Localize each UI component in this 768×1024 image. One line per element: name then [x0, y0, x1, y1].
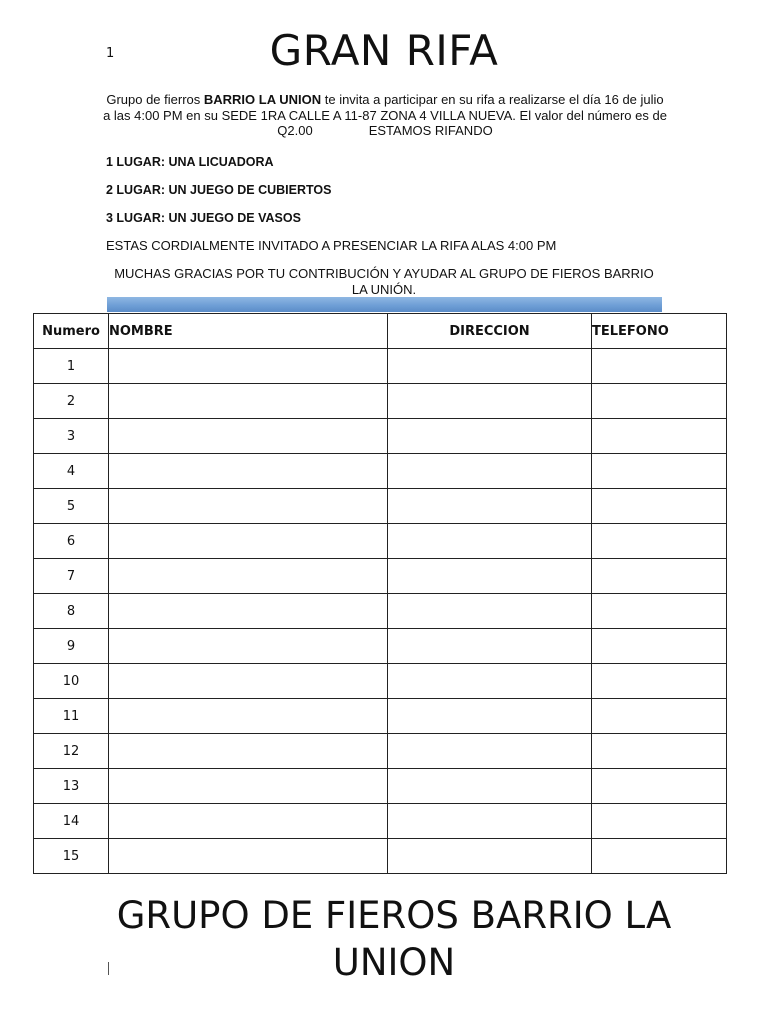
cell-nombre[interactable] — [109, 384, 388, 419]
cell-nombre[interactable] — [109, 454, 388, 489]
row-number: 14 — [34, 804, 109, 839]
intro-text-1: Grupo de fierros — [106, 92, 204, 107]
cell-nombre[interactable] — [109, 594, 388, 629]
cell-nombre[interactable] — [109, 839, 388, 874]
header-direccion: DIRECCION — [388, 314, 592, 349]
intro-group-name: BARRIO LA UNION — [203, 92, 322, 107]
cell-nombre[interactable] — [109, 524, 388, 559]
table-row — [34, 349, 727, 384]
cell-direccion[interactable] — [388, 349, 592, 384]
cell-direccion[interactable] — [388, 699, 592, 734]
cell-nombre[interactable] — [109, 489, 388, 524]
cell-telefono[interactable] — [592, 384, 727, 419]
cell-direccion[interactable] — [388, 419, 592, 454]
cell-nombre[interactable] — [109, 699, 388, 734]
invitation-text: ESTAS CORDIALMENTE INVITADO A PRESENCIAR LA RIFA ALAS 4:00 PM — [106, 238, 557, 253]
table-row — [34, 594, 727, 629]
prize-2: 2 LUGAR: UN JUEGO DE CUBIERTOS — [106, 183, 332, 197]
cell-telefono[interactable] — [592, 559, 727, 594]
table-row — [34, 559, 727, 594]
row-number: 13 — [34, 769, 109, 804]
table-row — [34, 524, 727, 559]
row-number: 15 — [34, 839, 109, 874]
table-row — [34, 839, 727, 874]
raffle-table — [33, 313, 727, 874]
footer-title: GRUPO DE FIEROS BARRIO LA UNION — [116, 894, 672, 984]
table-header-row — [34, 314, 727, 349]
row-number: 12 — [34, 734, 109, 769]
cell-telefono[interactable] — [592, 419, 727, 454]
table-row — [34, 804, 727, 839]
cell-direccion[interactable] — [388, 804, 592, 839]
cell-nombre[interactable] — [109, 559, 388, 594]
cell-direccion[interactable] — [388, 454, 592, 489]
table-row — [34, 489, 727, 524]
table-row — [34, 734, 727, 769]
cell-direccion[interactable] — [388, 839, 592, 874]
intro-paragraph — [102, 92, 668, 139]
header-nombre: NOMBRE — [109, 314, 388, 349]
row-number: 2 — [34, 384, 109, 419]
cell-nombre[interactable] — [109, 664, 388, 699]
row-number: 6 — [34, 524, 109, 559]
cell-nombre[interactable] — [109, 804, 388, 839]
cell-telefono[interactable] — [592, 349, 727, 384]
row-number: 4 — [34, 454, 109, 489]
cell-telefono[interactable] — [592, 699, 727, 734]
table-row — [34, 454, 727, 489]
table-row — [34, 769, 727, 804]
intro-text-3: ESTAMOS RIFANDO — [368, 123, 493, 138]
page-number: 1 — [106, 46, 115, 61]
cell-nombre[interactable] — [109, 734, 388, 769]
table-row — [34, 384, 727, 419]
decorative-bar — [107, 297, 662, 312]
prize-3: 3 LUGAR: UN JUEGO DE VASOS — [106, 211, 301, 225]
row-number: 11 — [34, 699, 109, 734]
cell-telefono[interactable] — [592, 734, 727, 769]
cell-nombre[interactable] — [109, 629, 388, 664]
cell-nombre[interactable] — [109, 769, 388, 804]
text-cursor — [108, 962, 109, 975]
cell-direccion[interactable] — [388, 629, 592, 664]
cell-direccion[interactable] — [388, 594, 592, 629]
cell-telefono[interactable] — [592, 594, 727, 629]
row-number: 5 — [34, 489, 109, 524]
table-row — [34, 664, 727, 699]
header-numero: Numero — [34, 314, 109, 349]
row-number: 8 — [34, 594, 109, 629]
cell-telefono[interactable] — [592, 839, 727, 874]
cell-direccion[interactable] — [388, 734, 592, 769]
thanks-text: MUCHAS GRACIAS POR TU CONTRIBUCIÓN Y AYUDAR AL GRUPO DE FIEROS BARRIO LA UNIÓN. — [114, 266, 654, 297]
cell-direccion[interactable] — [388, 769, 592, 804]
cell-telefono[interactable] — [592, 489, 727, 524]
row-number: 9 — [34, 629, 109, 664]
cell-telefono[interactable] — [592, 664, 727, 699]
cell-nombre[interactable] — [109, 349, 388, 384]
row-number: 1 — [34, 349, 109, 384]
row-number: 7 — [34, 559, 109, 594]
cell-direccion[interactable] — [388, 489, 592, 524]
table-row — [34, 419, 727, 454]
row-number: 3 — [34, 419, 109, 454]
cell-telefono[interactable] — [592, 769, 727, 804]
prize-1: 1 LUGAR: UNA LICUADORA — [106, 155, 274, 169]
cell-telefono[interactable] — [592, 454, 727, 489]
cell-direccion[interactable] — [388, 384, 592, 419]
page-title: GRAN RIFA — [269, 26, 499, 75]
cell-telefono[interactable] — [592, 804, 727, 839]
intro-text-2: te invita a participar en su rifa a realizarse el día 16 de julio a las 4:00 PM en su SEDE 1RA CALLE A 11-87 ZONA 4 VILLA NUEVA. El valor del número es de Q2.00 — [103, 92, 667, 138]
header-telefono: TELEFONO — [592, 314, 727, 349]
cell-telefono[interactable] — [592, 524, 727, 559]
cell-direccion[interactable] — [388, 664, 592, 699]
table-row — [34, 629, 727, 664]
cell-telefono[interactable] — [592, 629, 727, 664]
row-number: 10 — [34, 664, 109, 699]
cell-direccion[interactable] — [388, 524, 592, 559]
cell-nombre[interactable] — [109, 419, 388, 454]
cell-direccion[interactable] — [388, 559, 592, 594]
table-row — [34, 699, 727, 734]
